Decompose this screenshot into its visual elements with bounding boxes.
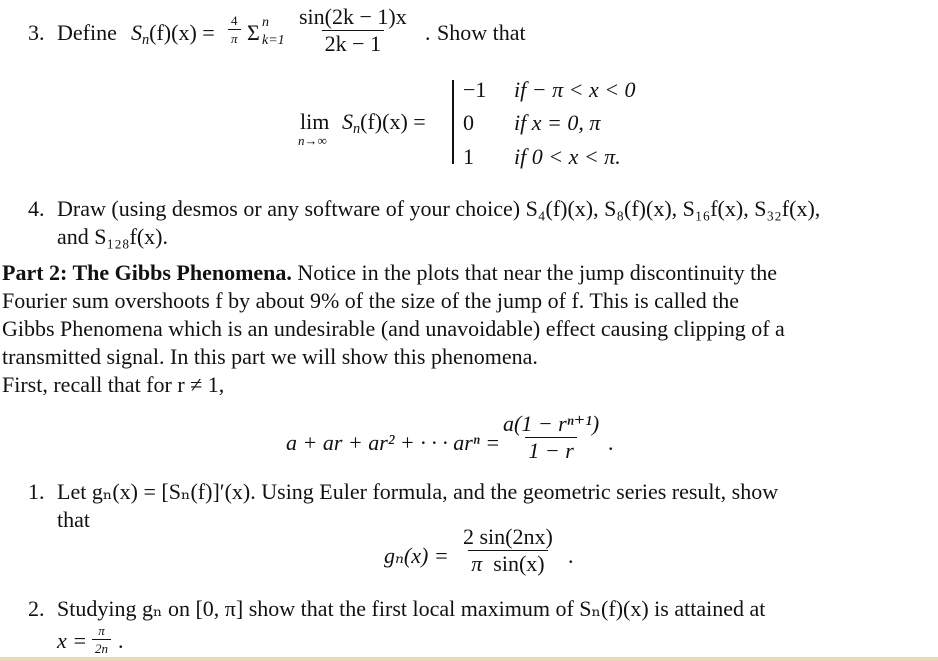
q3-period: . — [425, 20, 431, 45]
part2-line-5: First, recall that for r ≠ 1, — [2, 372, 225, 397]
bottom-edge-strip — [0, 657, 938, 661]
part2-heading: Part 2: The Gibbs Phenomena. — [2, 260, 292, 285]
q3-show-that: Show that — [437, 20, 526, 45]
item1-eq-fraction: $\frac{2 \sin(2nx)}{\text{π sin(x)}}$ — [463, 524, 553, 576]
q3-case-value-2: 0 — [463, 110, 474, 135]
q3-case-value-3: 1 — [463, 144, 474, 169]
q3-case-value-1: −1 — [463, 77, 487, 102]
item1-line1: Let gₙ(x) = [Sₙ(f)]′(x). Using Euler formula, and the geometric series result, show — [57, 479, 779, 504]
item2-line1: Studying gₙ on [0, π] show that the first local maximum of Sₙ(f)(x) is attained at — [57, 596, 766, 621]
q4-number: 4. — [28, 196, 45, 221]
q3-case-condition-2: if x = 0, π — [514, 110, 601, 135]
q3-case-condition-1: if − π < x < 0 — [514, 77, 636, 102]
q4-line2: and S₁₂₈f(x). — [57, 224, 168, 249]
item2-number: 2. — [28, 596, 45, 621]
q3-define-text: Define — [57, 20, 117, 45]
item2-line2-fraction: $\frac{\pi}{2n}$ — [92, 624, 111, 655]
item2-line2-period: . — [118, 628, 124, 653]
q3-lhs: $S_n(f)(x)$ = — [131, 20, 215, 48]
q3-main-fraction: $\frac{\sin(2k - 1)x}{2k - 1}$ — [299, 4, 407, 56]
item1-eq-period: . — [568, 543, 574, 568]
part2-line-1: Notice in the plots that near the jump discontinuity the — [297, 260, 778, 285]
q4-line1: Draw (using desmos or any software of your choice) S₄(f)(x), S₈(f)(x), S₁₆f(x), S₃₂f(x), — [57, 196, 821, 221]
q3-sigma-sub: k=1 — [262, 33, 285, 48]
q3-frac-4-pi: $\frac{4}{\pi}$ — [228, 14, 241, 45]
q3-lim: lim — [300, 109, 330, 134]
geom-series-fraction: $\frac{\text{a(1 − rⁿ⁺¹)}}{1 - r}$ — [503, 411, 600, 463]
q3-sigma: Σ — [247, 20, 260, 45]
part2-line-3: Gibbs Phenomena which is an undesirable (and unavoidable) effect causing clipping of a — [2, 316, 785, 341]
item1-number: 1. — [28, 479, 45, 504]
q3-lim-sub: n→∞ — [298, 133, 327, 148]
geom-series-period: . — [608, 430, 614, 455]
part2-line-4: transmitted signal. In this part we will show this phenomena. — [2, 344, 538, 369]
q3-case-condition-3: if 0 < x < π. — [514, 144, 621, 169]
geom-series-lhs: a + ar + ar² + · · · arⁿ = — [286, 430, 501, 455]
q3-lim-func: $S_n(f)(x)$ = — [342, 109, 426, 137]
item1-eq-lhs: gₙ(x) = — [384, 543, 449, 568]
q3-number: 3. — [28, 20, 45, 45]
part2-paragraph — [2, 259, 932, 399]
part2-line-2: Fourier sum overshoots f by about 9% of the size of the jump of f. This is called the — [2, 288, 740, 313]
q3-cases-brace — [452, 80, 454, 164]
item2-line2-lhs: x = — [57, 628, 88, 653]
item1-line2: that — [57, 507, 90, 532]
q3-sigma-sup: n — [262, 15, 269, 30]
